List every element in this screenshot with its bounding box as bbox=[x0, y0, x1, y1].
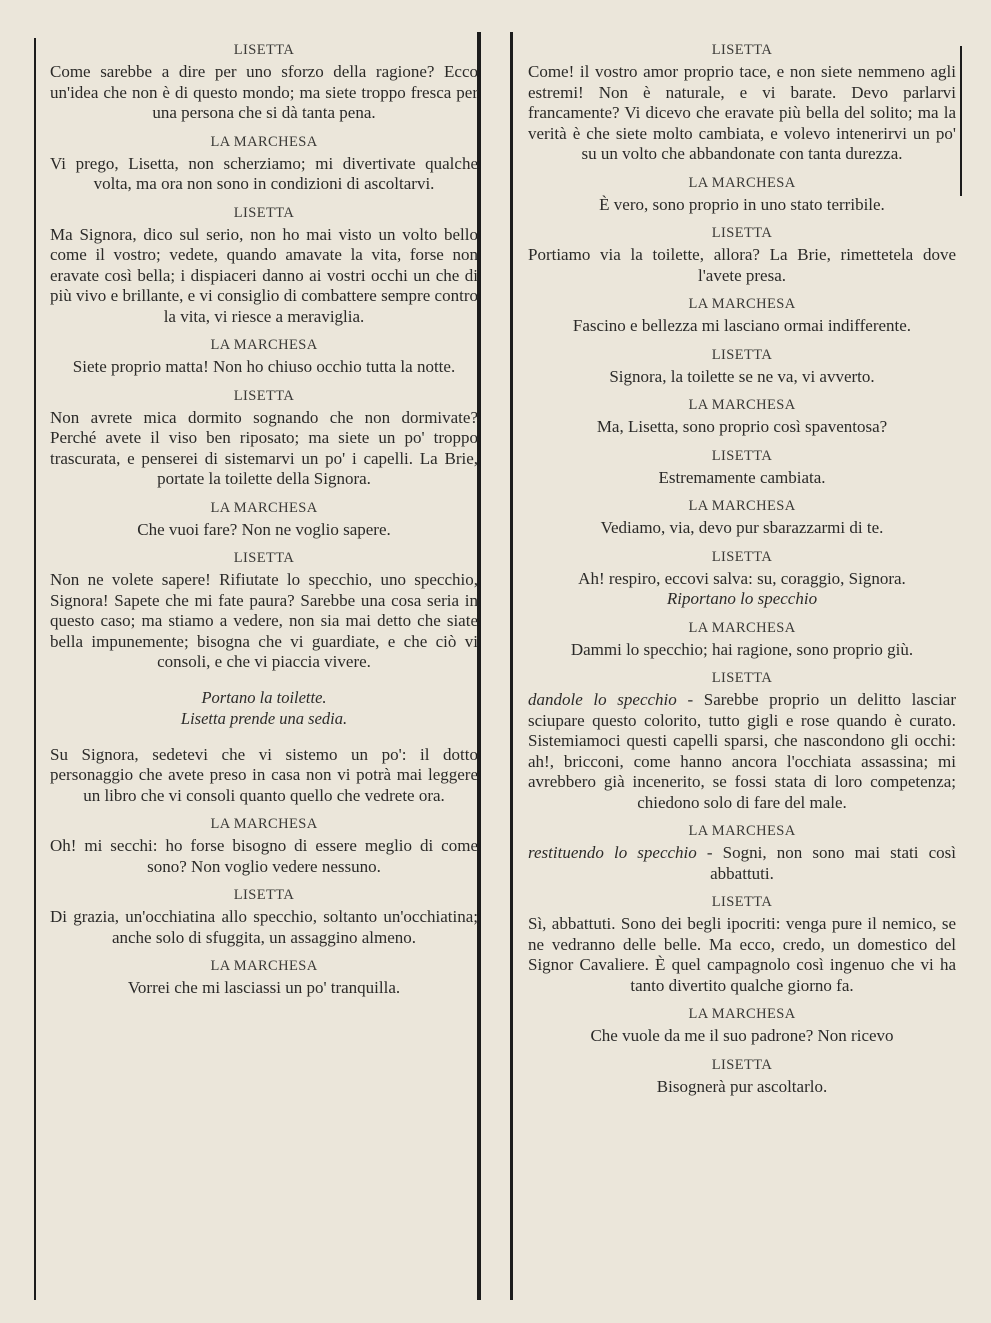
speech-text bbox=[46, 745, 482, 807]
speech-line: Che vuoi fare? Non ne voglio sapere. bbox=[137, 519, 391, 539]
speech-line: Fascino e bellezza mi lasciano ormai indifferente. bbox=[572, 316, 912, 335]
speech-text bbox=[524, 468, 960, 489]
dialogue-block bbox=[46, 956, 482, 999]
center-rule-right bbox=[510, 32, 513, 1300]
speaker-name: LA MARCHESA bbox=[688, 823, 796, 839]
speaker-name: LISETTA bbox=[711, 447, 773, 464]
stage-line: Lisetta prende una sedia. bbox=[180, 708, 348, 728]
dialogue-block bbox=[524, 496, 960, 539]
speech-line: Portiamo via la toilette, allora? La Brie, rimettetela dove l'avete presa. bbox=[528, 245, 956, 285]
speech-text bbox=[46, 408, 482, 490]
speech-line: Estremamente cambiata. bbox=[658, 467, 826, 487]
speaker-name: LISETTA bbox=[711, 1056, 773, 1073]
dialogue-block bbox=[524, 821, 960, 884]
dialogue-block bbox=[524, 395, 960, 438]
speaker-name: LA MARCHESA bbox=[210, 133, 318, 150]
speech-text bbox=[524, 417, 960, 438]
speech-line: Ma Signora, dico sul serio, non ho mai visto un volto bello come il vostro; vedete, quando amavate la vita, forse non eravate così bella; i dispiaceri danno ai vostri occhi un che di più vivo e brillante, e vi consiglio di combattere sempre contro la vita, vi riesce a meraviglia. bbox=[50, 224, 478, 326]
dialogue-block bbox=[524, 892, 960, 996]
speech-line: Come sarebbe a dire per uno sforzo della ragione? Ecco un'idea che non è di questo mondo; ma siete troppo fresca per una persona che si dà tanta pena. bbox=[50, 62, 478, 122]
speech-line: Che vuole da me il suo padrone? Non ricevo bbox=[590, 1026, 894, 1045]
speaker-name: LISETTA bbox=[711, 346, 773, 363]
speech-text bbox=[524, 1026, 960, 1047]
dialogue-block bbox=[46, 745, 482, 807]
speech-text bbox=[46, 520, 482, 541]
dialogue-block bbox=[524, 294, 960, 337]
speech-text bbox=[524, 640, 960, 661]
speech-line: - Sogni, non sono mai stati così abbattuti. bbox=[696, 843, 956, 883]
speech-text bbox=[524, 195, 960, 216]
speaker-name: LA MARCHESA bbox=[210, 816, 318, 832]
speech-text bbox=[524, 914, 960, 996]
speaker-name: LA MARCHESA bbox=[688, 174, 796, 191]
speaker-name: LA MARCHESA bbox=[210, 958, 318, 974]
dialogue-block bbox=[46, 386, 482, 490]
left-column bbox=[46, 32, 482, 1005]
inline-stage-direction: Riportano lo specchio bbox=[666, 589, 818, 608]
speech-text bbox=[46, 907, 482, 948]
dialogue-block bbox=[46, 335, 482, 378]
dialogue-block bbox=[46, 203, 482, 328]
dialogue-block bbox=[46, 498, 482, 541]
speaker-name: LISETTA bbox=[711, 225, 773, 241]
speaker-name: LISETTA bbox=[711, 548, 773, 565]
speech-line: Ma, Lisetta, sono proprio così spaventosa? bbox=[596, 417, 888, 436]
dialogue-block bbox=[524, 173, 960, 216]
speaker-name: LISETTA bbox=[233, 887, 295, 903]
speech-text bbox=[46, 225, 482, 328]
dialogue-block bbox=[524, 547, 960, 610]
speech-line: Ah! respiro, eccovi salva: su, coraggio, Signora. bbox=[578, 568, 906, 588]
speaker-name: LISETTA bbox=[233, 42, 295, 58]
speech-line: Bisognerà pur ascoltarlo. bbox=[656, 1076, 828, 1096]
speech-text bbox=[524, 245, 960, 286]
speech-line: Vorrei che mi lasciassi un po' tranquilla. bbox=[127, 978, 401, 997]
speaker-name: LA MARCHESA bbox=[210, 337, 318, 353]
dialogue-block bbox=[524, 345, 960, 388]
speech-text bbox=[524, 690, 960, 813]
stage-direction-text bbox=[46, 687, 482, 729]
speech-line: Su Signora, sedetevi che vi sistemo un po': il dotto personaggio che avete preso in casa non vi potrà mai leggere un libro che vi consoli quanto quello che vedrete ora. bbox=[50, 744, 478, 805]
speech-line: È vero, sono proprio in uno stato terribile. bbox=[599, 194, 885, 214]
dialogue-block bbox=[46, 132, 482, 195]
speech-line: Sì, abbattuti. Sono dei begli ipocriti: venga pure il nemico, se ne vedranno delle belle. Ma ecco, credo, un domestico del Signor Cavaliere. È quel campagnolo così ingenuo che vi ha tanto divertito qualche giorno fa. bbox=[528, 914, 956, 995]
speaker-name: LISETTA bbox=[233, 387, 295, 404]
speaker-name: LISETTA bbox=[233, 550, 295, 566]
speech-text bbox=[46, 357, 482, 378]
speech-line: Non ne volete sapere! Rifiutate lo specchio, uno specchio, Signora! Sapete che mi fate paura? Sarebbe una cosa seria in questo caso; ma stiamo a vedere, non sia mai detto che siate bella impunemente; bisogna che vi guardiate, e che ciò vi consoli, e che vi piaccia vivere. bbox=[50, 570, 478, 671]
dialogue-block bbox=[524, 1055, 960, 1098]
speech-text bbox=[524, 843, 960, 884]
dialogue-block bbox=[46, 814, 482, 877]
speech-text bbox=[46, 154, 482, 195]
speaker-name: LA MARCHESA bbox=[688, 296, 796, 312]
speaker-name: LISETTA bbox=[711, 894, 773, 910]
speech-text bbox=[524, 569, 960, 610]
stage-direction bbox=[46, 687, 482, 729]
speaker-name: LISETTA bbox=[233, 204, 295, 221]
inline-stage-direction: dandole lo specchio bbox=[528, 690, 677, 709]
dialogue-block bbox=[46, 548, 482, 673]
speaker-name: LA MARCHESA bbox=[688, 498, 796, 514]
speech-line: - Sarebbe proprio un delitto lasciar sciupare questo colorito, tutto gigli e rose quando è curato. Sistemiamoci questi capelli sparsi, che nascondono gli occhi: ah!, bricconi, come hanno ancora l'occhiata assassina; mi avrebbero già incenerito, se fossi stata di loro competenza; chiedono solo di fare del male. bbox=[528, 690, 957, 812]
right-column bbox=[524, 32, 960, 1103]
speaker-name: LA MARCHESA bbox=[688, 619, 796, 636]
speaker-name: LISETTA bbox=[711, 670, 773, 686]
speaker-name: LA MARCHESA bbox=[210, 499, 318, 516]
dialogue-block bbox=[524, 668, 960, 813]
speech-line: Non avrete mica dormito sognando che non dormivate? Perché avete il viso ben riposato; ma siete un po' troppo trascurata, e penserei di sistemarvi un po' i capelli. La Brie, portate la toilette della Signora. bbox=[50, 407, 478, 488]
speech-line: Di grazia, un'occhiatina allo specchio, soltanto un'occhiatina; anche solo di sfuggita, un assaggino almeno. bbox=[50, 907, 478, 947]
speech-text bbox=[524, 316, 960, 337]
speech-line: Come! il vostro amor proprio tace, e non siete nemmeno agli estremi! Non è naturale, e vi barate. Devo parlarvi francamente? Vi dicevo che eravate più bella del solito; ma la verità è che siete molto cambiata, e volevo intenerirvi un po' su un volto che abbandonate con tanta durezza. bbox=[528, 62, 956, 163]
speech-line: Dammi lo specchio; hai ragione, sono proprio giù. bbox=[570, 639, 914, 659]
stage-line: Portano la toilette. bbox=[201, 687, 327, 707]
dialogue-block bbox=[46, 40, 482, 124]
right-margin-rule bbox=[960, 46, 962, 196]
speech-line: Vi prego, Lisetta, non scherziamo; mi divertivate qualche volta, ma ora non sono in condizioni di ascoltarvi. bbox=[50, 153, 478, 193]
speech-line: Oh! mi secchi: ho forse bisogno di essere meglio di come sono? Non voglio vedere nessuno. bbox=[50, 836, 478, 876]
dialogue-block bbox=[524, 40, 960, 165]
speaker-name: LA MARCHESA bbox=[688, 1006, 796, 1022]
speaker-name: LA MARCHESA bbox=[688, 397, 796, 413]
dialogue-block bbox=[524, 618, 960, 661]
dialogue-block bbox=[524, 446, 960, 489]
speech-text bbox=[46, 978, 482, 999]
speaker-name: LISETTA bbox=[711, 42, 773, 58]
speech-text bbox=[524, 518, 960, 539]
speech-text bbox=[524, 62, 960, 165]
dialogue-block bbox=[524, 223, 960, 286]
speech-text bbox=[46, 836, 482, 877]
dialogue-block bbox=[524, 1004, 960, 1047]
speech-text bbox=[46, 62, 482, 124]
speech-line: Signora, la toilette se ne va, vi avverto. bbox=[609, 366, 875, 386]
speech-text bbox=[524, 1077, 960, 1098]
left-margin-rule bbox=[34, 38, 36, 1300]
speech-line: Vediamo, via, devo pur sbarazzarmi di te. bbox=[600, 518, 884, 537]
dialogue-block bbox=[46, 885, 482, 948]
speech-text bbox=[46, 570, 482, 673]
inline-stage-direction: restituendo lo specchio bbox=[528, 843, 697, 862]
speech-line: Siete proprio matta! Non ho chiuso occhio tutta la notte. bbox=[72, 357, 456, 376]
speech-text bbox=[524, 367, 960, 388]
